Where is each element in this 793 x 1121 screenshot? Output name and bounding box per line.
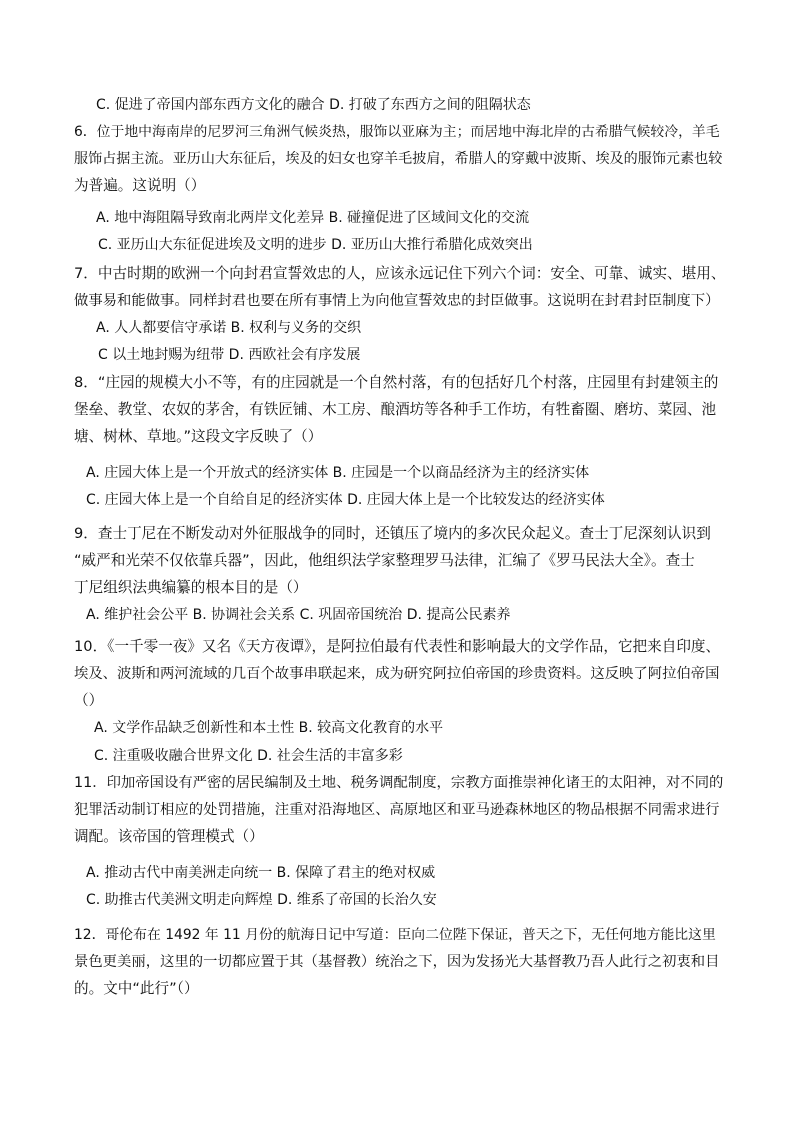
q8-stem-line-2: 堡垒、教堂、农奴的茅舍，有铁匠铺、木工房、酿酒坊等各种手工作坊，有牲畜圈、磨坊、菜园、池 (74, 401, 717, 418)
q11-stem-line-3: 调配。该帝国的管理模式（） (74, 828, 264, 845)
q8-stem-line-3: 塘、树林、草地。”这段文字反映了（） (74, 428, 323, 445)
q9-options: A. 维护社会公平 B. 协调社会关系 C. 巩固帝国统治 D. 提高公民素养 (86, 607, 511, 623)
q5-options-cd: C. 促进了帝国内部东西方文化的融合 D. 打破了东西方之间的阻隔状态 (96, 97, 531, 113)
q11-options-cd: C. 助推古代美洲文明走向辉煌 D. 维系了帝国的长治久安 (86, 892, 437, 908)
q7-stem-line-1: 7．中古时期的欧洲一个向封君宣誓效忠的人，应该永远记住下列六个词：安全、可靠、诚实、堪用、 (74, 265, 726, 282)
q10-stem-line-3: （） (74, 692, 104, 709)
q11-stem-line-1: 11．印加帝国设有严密的居民编制及土地、税务调配制度，宗教方面推崇神化诸王的太阳神，对不同的 (74, 775, 724, 791)
q12-stem-line-1: 12．哥伦布在 1492 年 11 月份的航海日记中写道：臣向二位陛下保证，普天之下，无任何地方能比这里 (74, 927, 716, 943)
q10-options-cd: C. 注重吸收融合世界文化 D. 社会生活的丰富多彩 (94, 748, 403, 764)
q9-stem-line-1: 9．查士丁尼在不断发动对外征服战争的同时，还镇压了境内的多次民众起义。查士丁尼深刻认识到 (74, 525, 711, 542)
q6-options-cd: C. 亚历山大东征促进埃及文明的进步 D. 亚历山大推行希腊化成效突出 (98, 237, 533, 253)
q8-options-cd: C. 庄园大体上是一个自给自足的经济实体 D. 庄园大体上是一个比较发达的经济实体 (86, 492, 605, 508)
q6-stem-line-1: 6．位于地中海南岸的尼罗河三角洲气候炎热，服饰以亚麻为主；而居地中海北岸的古希腊气候较冷，羊毛 (74, 124, 720, 140)
q8-options-ab: A. 庄园大体上是一个开放式的经济实体 B. 庄园是一个以商品经济为主的经济实体 (86, 465, 590, 481)
q11-stem-line-2: 犯罪活动制订相应的处罚措施，注重对沿海地区、高原地区和亚马逊森林地区的物品根据不同需求进行 (74, 802, 720, 818)
q6-stem-line-2: 服饰占据主流。亚历山大东征后，埃及的妇女也穿羊毛披肩，希腊人的穿戴中波斯、埃及的服饰元素也较 (74, 151, 723, 167)
q10-stem-line-1: 10．《一千零一夜》又名《天方夜谭》，是阿拉伯最有代表性和影响最大的文学作品，它把来自印度、 (74, 638, 721, 655)
q9-stem-line-3: 丁尼组织法典编纂的根本目的是（） (74, 579, 308, 596)
q7-options-cd: C 以土地封赐为纽带 D. 西欧社会有序发展 (98, 347, 361, 363)
q7-stem-line-2: 做事易和能做事。同样封君也要在所有事情上为向他宣誓效忠的封臣做事。这说明在封君封臣制度下） (74, 293, 720, 309)
q10-options-ab: A. 文学作品缺乏创新性和本土性 B. 较高文化教育的水平 (94, 720, 444, 736)
q8-stem-line-1: 8．“庄园的规模大小不等，有的庄园就是一个自然村落，有的包括好几个村落，庄园里有封建领主的 (74, 374, 719, 391)
q9-stem-line-2: “威严和光荣不仅依靠兵器”，因此，他组织法学家整理罗马法律，汇编了《罗马民法大全》。查士 (74, 552, 695, 569)
q12-stem-line-3: 的。文中“此行”（） (74, 980, 199, 997)
q12-stem-line-2: 景色更美丽，这里的一切都应置于其（基督教）统治之下，因为发扬光大基督教乃吾人此行之初衷和目 (74, 954, 720, 970)
q11-options-ab: A. 推动古代中南美洲走向统一 B. 保障了君主的绝对权威 (86, 865, 436, 881)
q10-stem-line-2: 埃及、波斯和两河流域的几百个故事串联起来，成为研究阿拉伯帝国的珍贵资料。这反映了阿拉伯帝国 (74, 666, 720, 682)
q7-options-ab: A. 人人都要信守承诺 B. 权利与义务的交织 (96, 320, 362, 336)
q6-stem-line-3: 为普遍。这说明（） (74, 177, 206, 194)
q6-options-ab: A. 地中海阻隔导致南北两岸文化差异 B. 碰撞促进了区域间文化的交流 (96, 210, 530, 226)
